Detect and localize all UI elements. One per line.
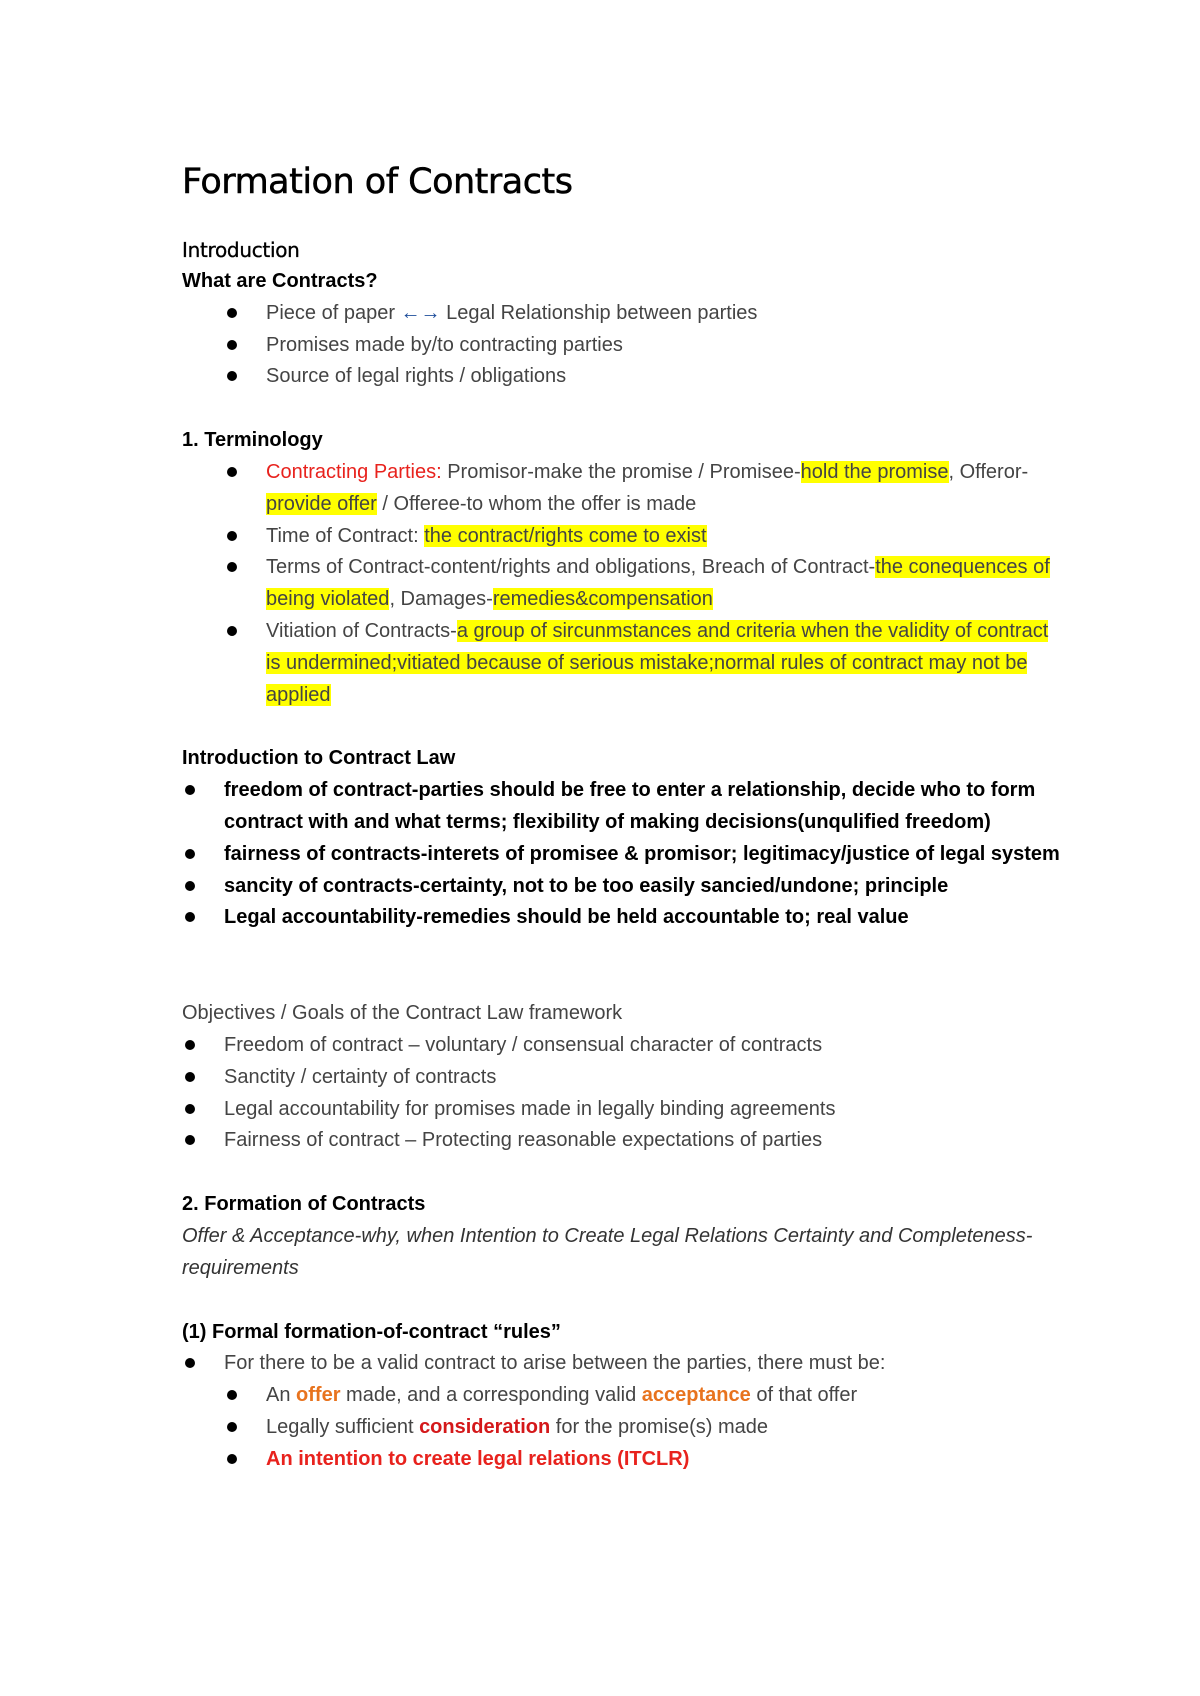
bullet-icon xyxy=(227,1454,237,1464)
section-heading-intro-contract-law: Introduction to Contract Law xyxy=(182,747,456,770)
bullet-icon xyxy=(227,467,237,477)
list-item: Freedom of contract – voluntary / consensual character of contracts xyxy=(182,1030,1062,1062)
list-item: Source of legal rights / obligations xyxy=(182,361,1062,393)
keyword-offer: offer xyxy=(296,1384,341,1407)
bullet-icon xyxy=(185,1072,195,1082)
keyword-acceptance: acceptance xyxy=(641,1384,751,1407)
list-item: fairness of contracts-interets of promisee & promisor; legitimacy/justice of legal system xyxy=(182,839,1062,871)
bullet-icon xyxy=(185,1040,195,1050)
list-item: An offer made, and a corresponding valid acceptance of that offer xyxy=(182,1380,1062,1412)
bullet-icon xyxy=(185,881,195,891)
highlight: the contract/rights come to exist xyxy=(424,524,707,547)
bullet-icon xyxy=(185,1104,195,1114)
list-item xyxy=(182,1444,1062,1476)
highlight: provide offer xyxy=(266,492,377,515)
list-item: Time of Contract: the contract/rights come to exist xyxy=(182,521,1062,553)
bullet-icon xyxy=(185,849,195,859)
keyword-consideration: consideration xyxy=(419,1415,551,1438)
section-heading-objectives: Objectives / Goals of the Contract Law framework xyxy=(182,1002,623,1025)
bullet-icon xyxy=(227,308,237,318)
list-item: Legal accountability-remedies should be held accountable to; real value xyxy=(182,902,1062,934)
bullet-icon xyxy=(227,626,237,636)
page-title: Formation of Contracts xyxy=(182,162,573,202)
bullet-icon xyxy=(227,531,237,541)
bullet-icon xyxy=(185,1135,195,1145)
highlight: the conequences of being violated xyxy=(266,556,1050,611)
highlight: remedies&compensation xyxy=(492,588,713,611)
bullet-icon xyxy=(185,1358,195,1368)
bullet-icon xyxy=(227,340,237,350)
objectives-list xyxy=(182,1030,1062,1157)
highlight: hold the promise xyxy=(800,460,949,483)
keyword-itclr: An intention to create legal relations (ITCLR) xyxy=(266,1447,690,1470)
double-arrow-icon: ←→ xyxy=(400,301,441,324)
list-item: Contracting Parties: Promisor-make the promise / Promisee-hold the promise, Offeror-provide offer / Offeree-to whom the offer is made xyxy=(182,457,1062,521)
what-are-contracts-list xyxy=(182,298,1062,393)
list-item: Piece of paper ←→ Legal Relationship between parties xyxy=(182,298,1062,330)
document-body xyxy=(182,160,1062,1476)
list-item: Legal accountability for promises made in legally binding agreements xyxy=(182,1094,1062,1126)
highlight: a group of sircunmstances and criteria when the validity of contract is undermined;vitiated because of serious mistake;normal rules of contract may not be applied xyxy=(266,619,1049,706)
list-item: Vitiation of Contracts-a group of sircunmstances and criteria when the validity of contract is undermined;vitiated because of serious mistake;normal rules of contract may not be applied xyxy=(182,616,1062,711)
bullet-icon xyxy=(227,371,237,381)
subheading-what-are-contracts: What are Contracts? xyxy=(182,270,378,292)
bullet-icon xyxy=(227,562,237,572)
bullet-icon xyxy=(185,912,195,922)
bullet-icon xyxy=(185,785,195,795)
formal-rules-list xyxy=(182,1348,1062,1380)
subheading-formal-rules: (1) Formal formation-of-contract “rules” xyxy=(182,1320,561,1343)
list-item: sancity of contracts-certainty, not to be too easily sancied/undone; principle xyxy=(182,871,1062,903)
bullet-icon xyxy=(227,1390,237,1400)
list-item: Promises made by/to contracting parties xyxy=(182,330,1062,362)
list-item: freedom of contract-parties should be free to enter a relationship, decide who to form contract with and what terms; flexibility of making decisions(unqulified freedom) xyxy=(182,775,1062,839)
section-heading-formation: 2. Formation of Contracts xyxy=(182,1193,426,1216)
terminology-list xyxy=(182,457,1062,711)
list-item: Legally sufficient consideration for the promise(s) made xyxy=(182,1412,1062,1444)
list-item: For there to be a valid contract to arise between the parties, there must be: xyxy=(182,1348,1062,1380)
bullet-icon xyxy=(227,1422,237,1432)
formation-subtitle: Offer & Acceptance-why, when Intention to Create Legal Relations Certainty and Completeness-requirements xyxy=(182,1224,1033,1279)
section-heading-introduction: Introduction xyxy=(182,238,300,262)
term-label: Contracting Parties: xyxy=(266,460,442,483)
section-heading-terminology: 1. Terminology xyxy=(182,429,323,452)
list-item: Sanctity / certainty of contracts xyxy=(182,1062,1062,1094)
intro-contract-law-list xyxy=(182,775,1062,934)
formal-rules-sublist xyxy=(182,1380,1062,1475)
list-item: Fairness of contract – Protecting reasonable expectations of parties xyxy=(182,1125,1062,1157)
list-item: Terms of Contract-content/rights and obligations, Breach of Contract-the conequences of being violated, Damages-remedies&compensation xyxy=(182,552,1062,616)
